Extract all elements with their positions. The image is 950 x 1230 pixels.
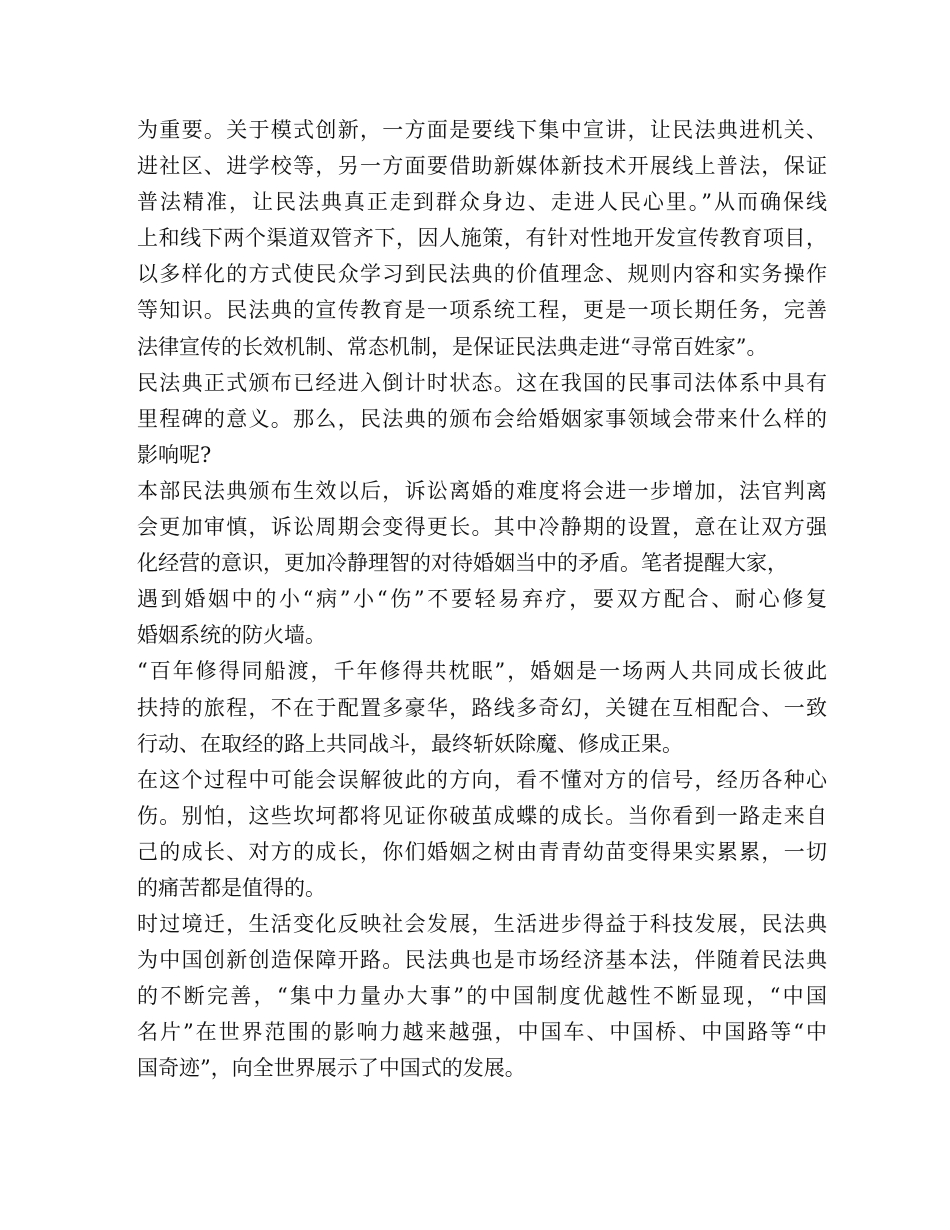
text-line: 伤。别怕，这些坎坷都将见证你破茧成蝶的成长。当你看到一路走来自 [137,803,827,828]
text-line: 法律宣传的长效机制、常态机制，是保证民法典走进“寻常百姓家”。 [137,334,768,359]
text-line: 影响呢? [137,442,212,467]
text-line: 时过境迁，生活变化反映社会发展，生活进步得益于科技发展，民法典 [137,912,827,937]
text-line: 民法典正式颁布已经进入倒计时状态。这在我国的民事司法体系中具有 [137,370,827,395]
text-line: 上和线下两个渠道双管齐下，因人施策，有针对性地开发宣传教育项目， [137,226,827,251]
text-line: 婚姻系统的防火墙。 [137,623,326,648]
text-line: 扶持的旅程，不在于配置多豪华，路线多奇幻，关键在互相配合、一致 [137,695,827,720]
text-line: 名片”在世界范围的影响力越来越强，中国车、中国桥、中国路等“中 [137,1020,827,1045]
text-line: 己的成长、对方的成长，你们婚姻之树由青青幼苗变得果实累累，一切 [137,839,827,864]
document-body [137,112,827,1087]
text-line: 等知识。民法典的宣传教育是一项系统工程，更是一项长期任务，完善 [137,298,827,323]
text-line: 进社区、进学校等，另一方面要借助新媒体新技术开展线上普法，保证 [137,154,827,179]
text-line: 在这个过程中可能会误解彼此的方向，看不懂对方的信号，经历各种心 [137,767,827,792]
text-line: 本部民法典颁布生效以后，诉讼离婚的难度将会进一步增加，法官判离 [137,478,827,503]
text-line: 行动、在取经的路上共同战斗，最终斩妖除魔、修成正果。 [137,731,683,756]
text-line: 的不断完善，“集中力量办大事”的中国制度优越性不断显现，“中国 [137,984,827,1009]
text-line: 会更加审慎，诉讼周期会变得更长。其中冷静期的设置，意在让双方强 [137,515,827,540]
text-line: 国奇迹”，向全世界展示了中国式的发展。 [137,1056,526,1081]
text-line: 普法精准，让民法典真正走到群众身边、走进人民心里。”从而确保线 [137,190,827,215]
text-line: 以多样化的方式使民众学习到民法典的价值理念、规则内容和实务操作 [137,262,827,287]
text-line: 为中国创新创造保障开路。民法典也是市场经济基本法，伴随着民法典 [137,948,827,973]
text-line: “百年修得同船渡，千年修得共枕眠”，婚姻是一场两人共同成长彼此 [137,659,827,684]
text-line: 里程碑的意义。那么，民法典的颁布会给婚姻家事领域会带来什么样的 [137,406,827,431]
text-line: 遇到婚姻中的小“病”小“伤”不要轻易弃疗，要双方配合、耐心修复 [137,587,827,612]
text-line: 为重要。关于模式创新，一方面是要线下集中宣讲，让民法典进机关、 [137,118,827,142]
text-line: 的痛苦都是值得的。 [137,875,326,900]
text-line: 化经营的意识，更加冷静理智的对待婚姻当中的矛盾。笔者提醒大家， [137,551,788,576]
